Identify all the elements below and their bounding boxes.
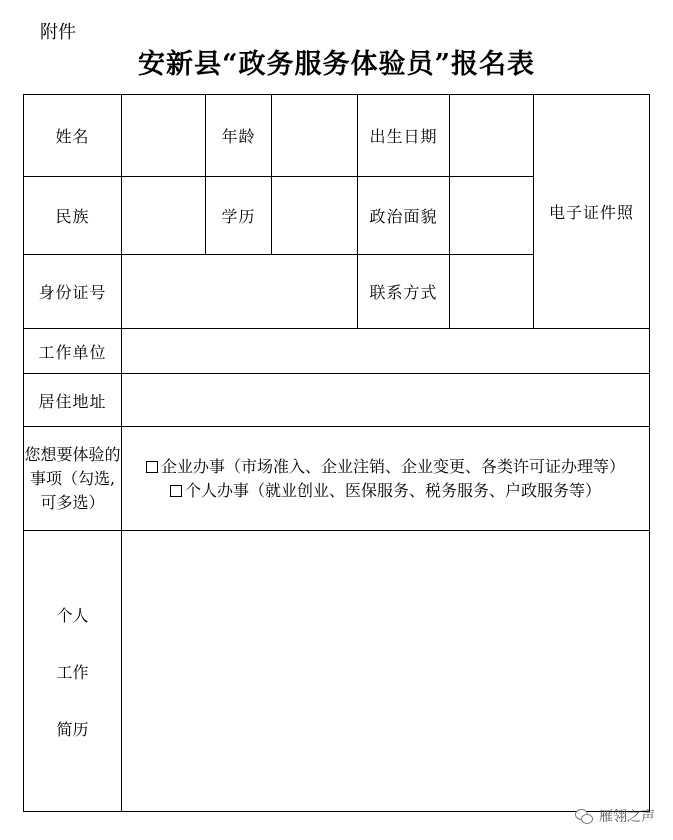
registration-form (23, 94, 650, 812)
resume-label (24, 531, 122, 812)
ethnicity-label: 民族 (24, 177, 122, 255)
option-personal[interactable] (122, 479, 649, 503)
experience-label: 您想要体验的事项（勾选,可多选） (24, 427, 122, 531)
name-field[interactable] (122, 95, 206, 177)
contact-field[interactable] (450, 255, 534, 329)
workplace-label: 工作单位 (24, 329, 122, 374)
name-label: 姓名 (24, 95, 122, 177)
birth-date-field[interactable] (450, 95, 534, 177)
address-label: 居住地址 (24, 374, 122, 427)
address-field[interactable] (122, 374, 650, 427)
resume-field[interactable] (122, 531, 650, 812)
id-number-label: 身份证号 (24, 255, 122, 329)
annex-label: 附件 (40, 22, 76, 43)
resume-label-line: 工作 (56, 662, 89, 682)
resume-label-line: 个人 (56, 605, 89, 625)
resume-label-line: 简历 (56, 719, 89, 739)
education-field[interactable] (272, 177, 358, 255)
wechat-icon (575, 809, 593, 823)
education-label: 学历 (206, 177, 272, 255)
page-title: 安新县“政务服务体验员”报名表 (137, 49, 536, 80)
ethnicity-field[interactable] (122, 177, 206, 255)
checkbox-icon[interactable] (170, 485, 182, 497)
contact-label: 联系方式 (358, 255, 450, 329)
option-personal-label: 个人办事（就业创业、医保服务、税务服务、户政服务等） (184, 480, 601, 500)
id-number-field[interactable] (122, 255, 358, 329)
political-status-field[interactable] (450, 177, 534, 255)
experience-options (122, 427, 650, 531)
watermark-text: 雁翎之声 (599, 809, 655, 825)
watermark (575, 806, 655, 826)
option-enterprise-label: 企业办事（市场准入、企业注销、企业变更、各类许可证办理等） (160, 456, 625, 476)
political-status-label: 政治面貌 (358, 177, 450, 255)
age-label: 年龄 (206, 95, 272, 177)
age-field[interactable] (272, 95, 358, 177)
birth-date-label: 出生日期 (358, 95, 450, 177)
option-enterprise[interactable] (122, 455, 649, 479)
checkbox-icon[interactable] (146, 461, 158, 473)
workplace-field[interactable] (122, 329, 650, 374)
photo-cell[interactable]: 电子证件照 (534, 95, 650, 329)
